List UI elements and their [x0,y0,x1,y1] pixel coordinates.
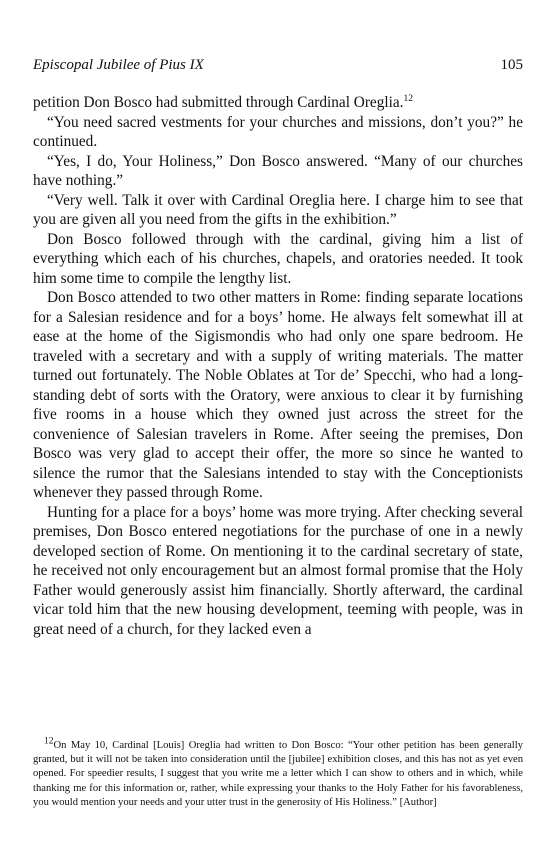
footnote-paragraph [33,736,523,810]
paragraph-1 [33,93,523,113]
paragraph-4: “Very well. Talk it over with Cardinal Oreglia here. I charge him to see that you are given all you need from the gifts in the exhibition.” [33,191,523,228]
running-head [33,56,523,74]
footnote-reference: 12 [403,93,413,104]
footnote-text: On May 10, Cardinal [Louis] Oreglia had written to Don Bosco: “Your other petition has been generally granted, but it will not be taken into consideration until the [jubilee] exhibition closes, and this has not as yet even opened. For speedier results, I suggest that you write me a letter which I can show to others and in which, while thanking me for this information or, rather, while expressing your thanks to the Holy Father for his favorableness, you would mention your needs and your utter trust in the generosity of His Holiness.” [Author] [33,740,523,808]
paragraph-2: “You need sacred vestments for your churches and missions, don’t you?” he continued. [33,113,523,150]
body-text [33,93,523,639]
paragraph-6: Don Bosco attended to two other matters in Rome: finding separate locations for a Salesian residence and for a boys’ home. He always felt somewhat ill at ease at the home of the Sigismondis who had only one spare bedroom. He traveled with a secretary and with a supply of writing materials. The matter turned out fortunately. The Noble Oblates at Tor de’ Specchi, who had a long-standing debt of sorts with the Oratory, were anxious to clear it by furnishing five rooms in a house which they owned just across the street for the convenience of Salesian travelers in Rome. After seeing the premises, Don Bosco was very glad to accept their offer, the more so since he wanted to silence the rumor that the Salesians intended to stay with the Conceptionists whenever they passed through Rome. [33,289,523,501]
paragraph-5: Don Bosco followed through with the cardinal, giving him a list of everything which each of his churches, chapels, and oratories needed. It took him some time to compile the lengthy list. [33,230,523,287]
paragraph-1-text: petition Don Bosco had submitted through Cardinal Oreglia. [33,94,404,111]
page-number: 105 [500,57,523,73]
running-head-title: Episcopal Jubilee of Pius IX [33,57,204,73]
footnote-number: 12 [44,736,54,747]
footnote [33,736,523,810]
paragraph-3: “Yes, I do, Your Holiness,” Don Bosco answered. “Many of our churches have nothing.” [33,152,523,189]
paragraph-7: Hunting for a place for a boys’ home was more trying. After checking several premises, Don Bosco entered negotiations for the purchase of one in a newly developed section of Rome. On mentioning it to the cardinal secretary of state, he received not only encouragement but an almost formal promise that the Holy Father would generously assist him financially. Shortly afterward, the cardinal vicar told him that the new housing development, teeming with people, was in great need of a church, for they lacked even a [33,503,523,638]
